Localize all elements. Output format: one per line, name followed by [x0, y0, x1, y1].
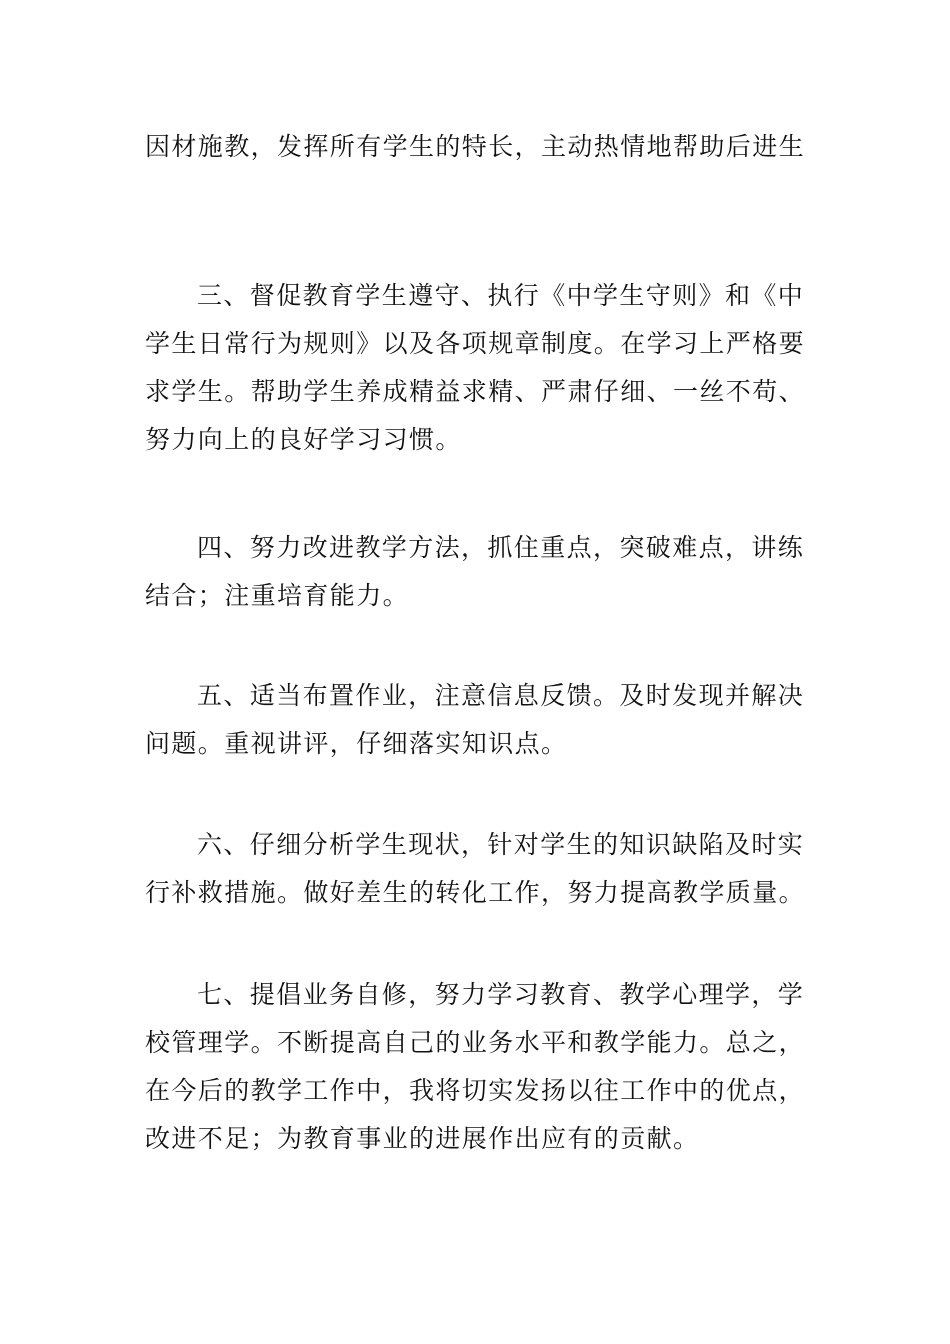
paragraph-item-5: 五、适当布置作业，注意信息反馈。及时发现并解决问题。重视讲评，仔细落实知识点。 — [145, 681, 805, 758]
paragraph-item-6: 六、仔细分析学生现状，针对学生的知识缺陷及时实行补救措施。做好差生的转化工作，努力提高教学质量。 — [145, 830, 806, 907]
paragraph-continued: 因材施教，发挥所有学生的特长，主动热情地帮助后进生 — [145, 132, 806, 161]
paragraph-item-3: 三、督促教育学生遵守、执行《中学生守则》和《中学生日常行为规则》以及各项规章制度。在学习上严格要求学生。帮助学生养成精益求精、严肃仔细、一丝不苟、努力向上的良好学习习惯。 — [145, 281, 806, 454]
paragraph-item-4: 四、努力改进教学方法，抓住重点，突破难点，讲练结合；注重培育能力。 — [145, 533, 805, 610]
paragraph-item-7: 七、提倡业务自修，努力学习教育、教学心理学，学校管理学。不断提高自己的业务水平和教学能力。总之，在今后的教学工作中，我将切实发扬以往工作中的优点，改进不足；为教育事业的进展作出应有的贡献。 — [145, 980, 806, 1153]
